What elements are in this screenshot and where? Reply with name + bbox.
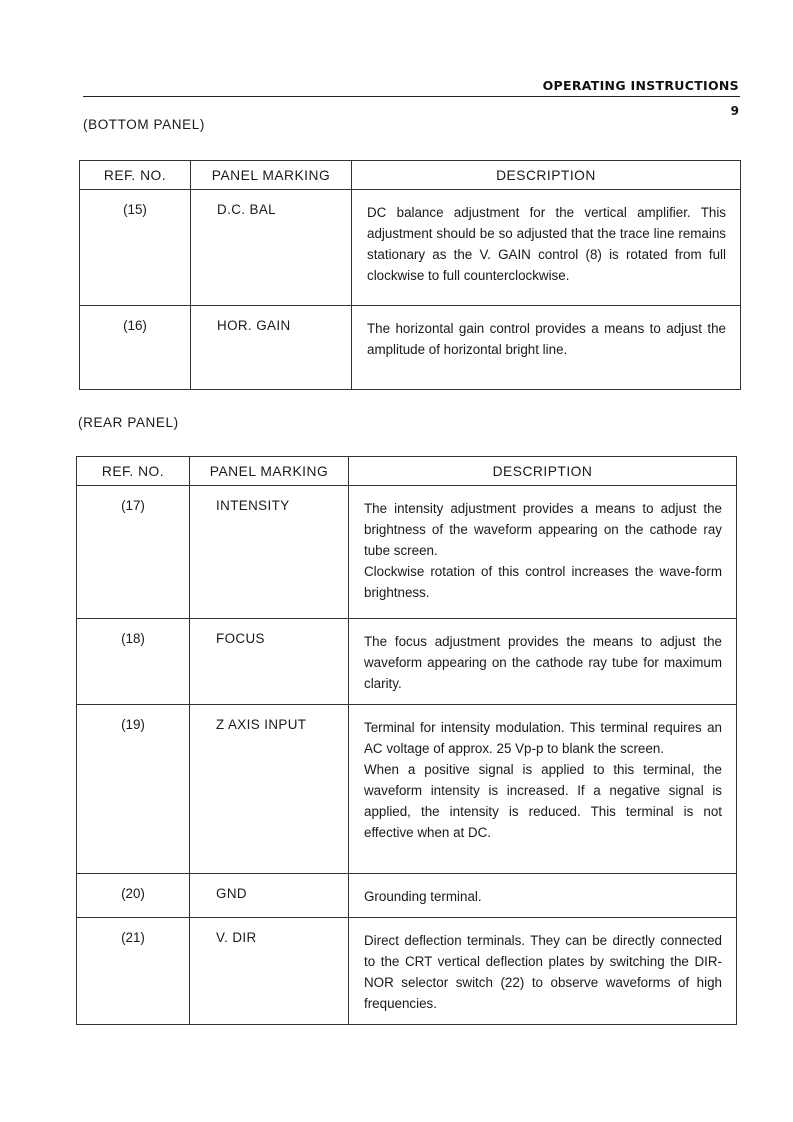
table-row	[77, 874, 737, 918]
description-text: DC balance adjustment for the vertical amplifier. This adjustment should be so adjusted that the trace line remains stationary as the V. GAIN control (8) is rotated from full clockwise to full counterclockwise.	[367, 205, 726, 283]
column-header-ref-no: REF. NO.	[77, 457, 190, 486]
description-cell	[349, 486, 737, 619]
ref-no-cell: (21)	[77, 918, 190, 1025]
column-header-ref-no: REF. NO.	[80, 161, 191, 190]
table-row	[77, 918, 737, 1025]
table-header-row	[80, 161, 741, 190]
ref-no-cell: (15)	[80, 190, 191, 306]
description-text: When a positive signal is applied to this terminal, the waveform intensity is increased. If a negative signal is applied, the intensity is reduced. This terminal is not effective when at DC.	[364, 762, 722, 840]
bottom-panel-table	[79, 160, 741, 390]
panel-marking-cell: GND	[190, 874, 349, 918]
table-row	[77, 486, 737, 619]
rear-panel-heading: (REAR PANEL)	[78, 415, 179, 430]
ref-no-cell: (17)	[77, 486, 190, 619]
column-header-panel-marking: PANEL MARKING	[191, 161, 352, 190]
description-text: The focus adjustment provides the means to adjust the waveform appearing on the cathode ray tube for maximum clarity.	[364, 634, 722, 691]
column-header-description: DESCRIPTION	[352, 161, 741, 190]
panel-marking-cell: Z AXIS INPUT	[190, 705, 349, 874]
description-cell	[349, 705, 737, 874]
description-text: The horizontal gain control provides a means to adjust the amplitude of horizontal bright line.	[367, 321, 726, 357]
description-text: Direct deflection terminals. They can be directly connected to the CRT vertical deflection plates by switching the DIR-NOR selector switch (22) to observe waveforms of high frequencies.	[364, 933, 722, 1011]
table-row	[80, 306, 741, 390]
bottom-panel-heading: (BOTTOM PANEL)	[83, 117, 205, 132]
description-cell	[352, 306, 741, 390]
ref-no-cell: (19)	[77, 705, 190, 874]
description-cell	[349, 874, 737, 918]
table-row	[80, 190, 741, 306]
ref-no-cell: (18)	[77, 619, 190, 705]
description-cell	[352, 190, 741, 306]
table-header-row	[77, 457, 737, 486]
description-text: Terminal for intensity modulation. This terminal requires an AC voltage of approx. 25 Vp-p to blank the screen.	[364, 720, 722, 756]
table-row	[77, 705, 737, 874]
rear-panel-table	[76, 456, 737, 1025]
description-text: The intensity adjustment provides a means to adjust the brightness of the waveform appearing on the cathode ray tube screen.	[364, 501, 722, 558]
panel-marking-cell: FOCUS	[190, 619, 349, 705]
ref-no-cell: (20)	[77, 874, 190, 918]
ref-no-cell: (16)	[80, 306, 191, 390]
header-title: OPERATING INSTRUCTIONS	[542, 78, 739, 93]
description-text: Clockwise rotation of this control increases the wave-form brightness.	[364, 564, 722, 600]
description-cell	[349, 918, 737, 1025]
panel-marking-cell: V. DIR	[190, 918, 349, 1025]
column-header-panel-marking: PANEL MARKING	[190, 457, 349, 486]
panel-marking-cell: INTENSITY	[190, 486, 349, 619]
description-text: Grounding terminal.	[364, 889, 482, 904]
table-row	[77, 619, 737, 705]
panel-marking-cell: HOR. GAIN	[191, 306, 352, 390]
panel-marking-cell: D.C. BAL	[191, 190, 352, 306]
header-divider	[83, 96, 740, 97]
page-number: 9	[730, 104, 739, 118]
column-header-description: DESCRIPTION	[349, 457, 737, 486]
description-cell	[349, 619, 737, 705]
